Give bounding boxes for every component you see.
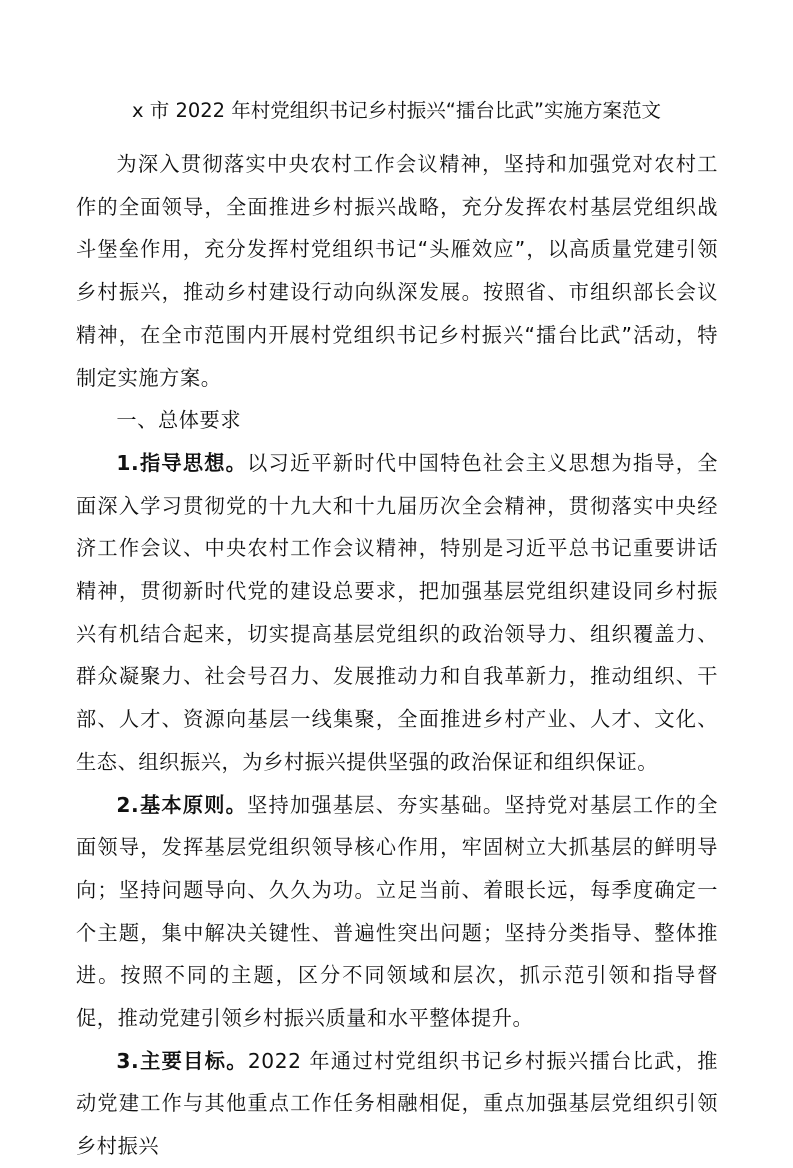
document-title: x 市 2022 年村党组织书记乡村振兴“擂台比武”实施方案范文 bbox=[132, 99, 661, 122]
item-main-goals bbox=[76, 1040, 718, 1168]
item-lead: 3.主要目标。 bbox=[116, 1048, 248, 1073]
item-lead: 2.基本原则。 bbox=[116, 792, 248, 817]
item-text: 2022 年通过村党组织书记乡村振兴擂台比武，推动党建工作与其他重点工作任务相融相促，重点加强基层党组织引领乡村振兴 bbox=[76, 1048, 718, 1159]
item-text: 坚持加强基层、夯实基础。坚持党对基层工作的全面领导，发挥基层党组织领导核心作用，牢固树立大抓基层的鲜明导向；坚持问题导向、久久为功。立足当前、着眼长远，每季度确定一个主题，集中解决关键性、普遍性突出问题；坚持分类指导、整体推进。按照不同的主题，区分不同领域和层次，抓示范引领和指导督促，推动党建引领乡村振兴质量和水平整体提升。 bbox=[76, 792, 719, 1031]
item-text: 以习近平新时代中国特色社会主义思想为指导，全面深入学习贯彻党的十九大和十九届历次全会精神，贯彻落实中央经济工作会议、中央农村工作会议精神，特别是习近平总书记重要讲话精神，贯彻新时代党的建设总要求，把加强基层党组织建设同乡村振兴有机结合起来，切实提高基层党组织的政治领导力、组织覆盖力、群众凝聚力、社会号召力、发展推动力和自我革新力，推动组织、干部、人才、资源向基层一线集聚，全面推进乡村产业、人才、文化、生态、组织振兴，为乡村振兴提供坚强的政治保证和组织保证。 bbox=[76, 450, 719, 774]
item-lead: 1.指导思想。 bbox=[116, 450, 248, 475]
item-guiding-ideology bbox=[76, 442, 718, 784]
document-body bbox=[76, 143, 718, 1168]
intro-paragraph: 为深入贯彻落实中央农村工作会议精神，坚持和加强党对农村工作的全面领导，全面推进乡村振兴战略，充分发挥农村基层党组织战斗堡垒作用，充分发挥村党组织书记“头雁效应”，以高质量党建引领乡村振兴，推动乡村建设行动向纵深发展。按照省、市组织部长会议精神，在全市范围内开展村党组织书记乡村振兴“擂台比武”活动，特制定实施方案。 bbox=[76, 152, 718, 390]
section-heading-general-requirements: 一、总体要求 bbox=[116, 408, 242, 433]
item-basic-principles bbox=[76, 784, 718, 1040]
